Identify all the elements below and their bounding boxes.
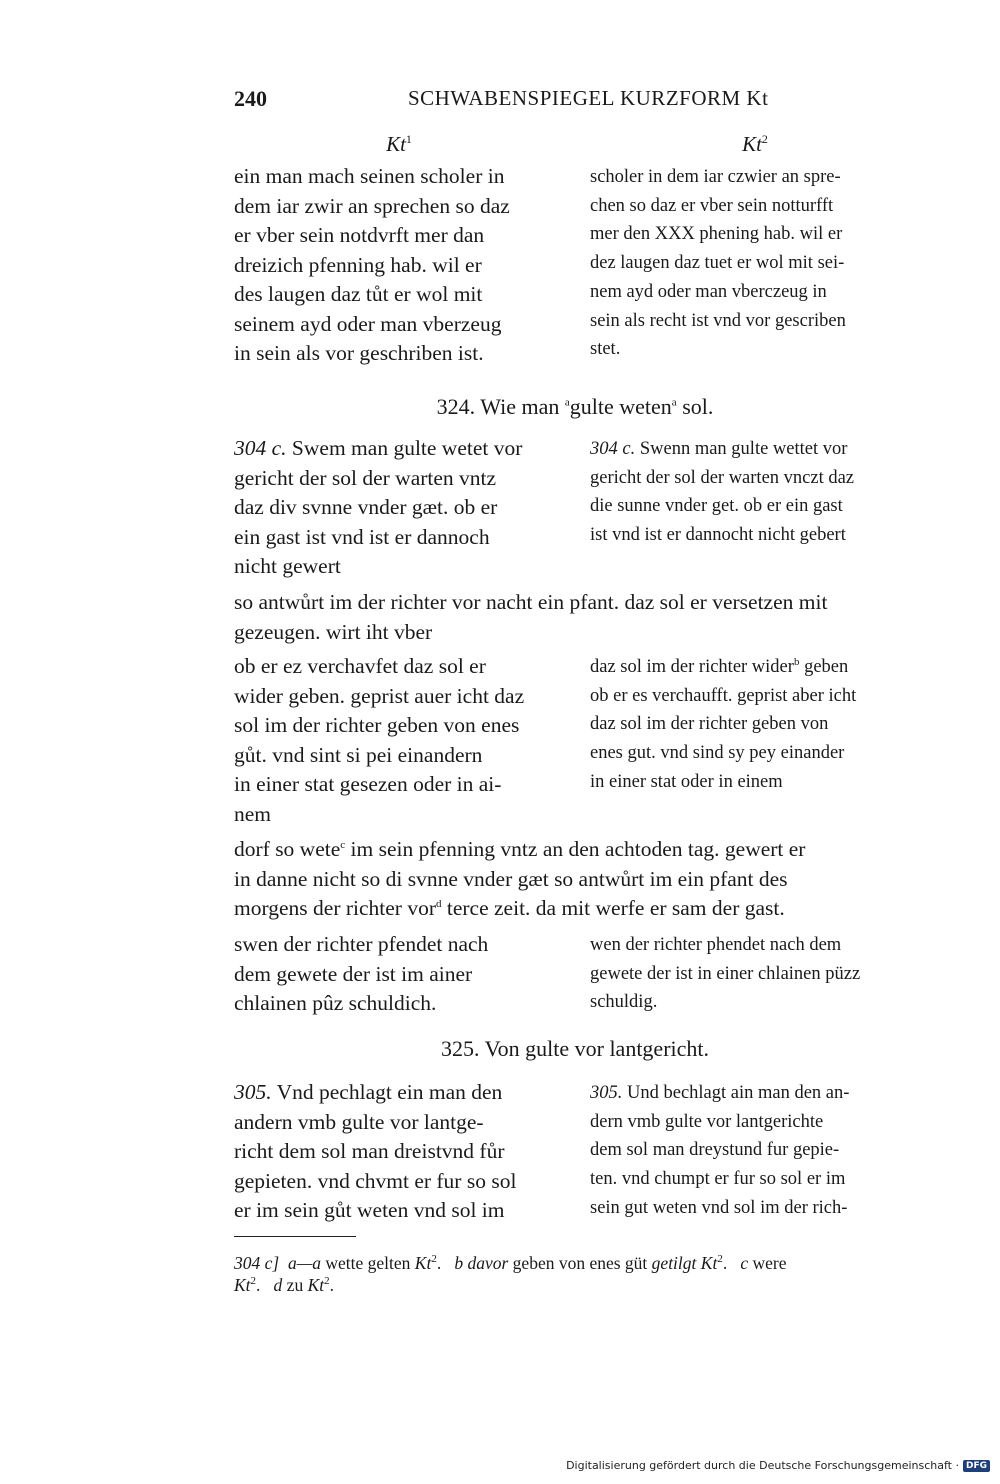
block4-right-text: wen der richter phendet nach dem gewete der ist in einer chlainen püzz schuldig. [590,935,861,1013]
full-width-text-2: dorf so wete$^c$ im sein pfenning vntz an den achtoden tag. gewert er in danne nicht so di svnne vnder gæt so antwůrt im ein pfant des morgens der richter vor$^d$ terce zeit. da mit werfe er sam der gast. [234,837,806,920]
block1-right-text: scholer in dem iar czwier an spre- chen so daz er vber sein notturfft mer den XXX phening hab. wil er dez laugen daz tuet er wol mit sei- nem ayd oder man vberczeug in sein als recht ist vnd vor gescriben stet. [590,167,846,360]
block2-right-text: 304 c. Swenn man gulte wettet vor gericht der sol der warten vnczt daz die sunne vnder get. ob er ein gast ist vnd ist er dannocht nicht gebert [590,439,855,546]
footnote-rule [234,1236,356,1237]
full-width-text-1: so antwůrt im der richter vor nacht ein pfant. daz sol er versetzen mit gezeugen. wirt iht vber [234,590,828,644]
section-325-heading: 325. Von gulte vor lantgericht. [440,1036,710,1061]
page-number: 240 [234,86,267,111]
block3-right-text: daz sol im der richter wider$^b$ geben ob er es verchaufft. geprist aber icht daz sol im der richter geben von enes gut. vnd sind sy pey einander in einer stat oder in einem [590,655,857,792]
dfg-logo: DFG [963,1460,990,1472]
block5-left-text: 305. Vnd pechlagt ein man den andern vmb gulte vor lantge- richt dem sol man dreistvnd fůr gepieten. vnd chvmt er fur so sol er im sein gůt weten vnd sol im [234,1080,517,1222]
digitization-text: Digitalisierung gefördert durch die Deutsche Forschungsgemeinschaft · [566,1459,959,1472]
section-324-heading: 324. Wie man $^a$gulte weten$^a$ sol. [436,394,714,419]
block4-left-text: swen der richter pfendet nach dem gewete der ist im ainer chlainen pûz schuldich. [234,932,489,1015]
column-head-kt1: Kt$^1$ [386,132,412,156]
block3-left-text: ob er ez verchavfet daz sol er wider geben. geprist auer icht daz sol im der richter geben von enes gůt. vnd sint si pei einandern in einer stat gesezen oder in ai- nem [234,654,525,826]
block5-right-text: 305. Und bechlagt ain man den an- dern vmb gulte vor lantgerichte dem sol man dreystund fur gepie- ten. vnd chumpt er fur so sol er im sein gut weten vnd sol im der rich- [590,1083,850,1218]
running-title: SCHWABENSPIEGEL KURZFORM Kt [408,86,769,110]
column-head-kt2: Kt$^2$ [742,132,768,156]
block1-left-text: ein man mach seinen scholer in dem iar zwir an sprechen so daz er vber sein notdvrft mer dan dreizich pfenning hab. wil er des laugen daz tůt er wol mit seinem ayd oder man vberzeug in sein als vor geschriben ist. [234,164,510,365]
digitization-credit [566,1459,990,1472]
block2-left-text: 304 c. Swem man gulte wetet vor gericht der sol der warten vntz daz div svnne vnder gæt. ob er ein gast ist vnd ist er dannoch nicht gewert [234,436,523,578]
footnote: 304 c] a—a wette gelten Kt$^2$. b davor geben von enes güt getilgt Kt$^2$. c were Kt$^2$. d zu Kt$^2$. [234,1253,787,1295]
